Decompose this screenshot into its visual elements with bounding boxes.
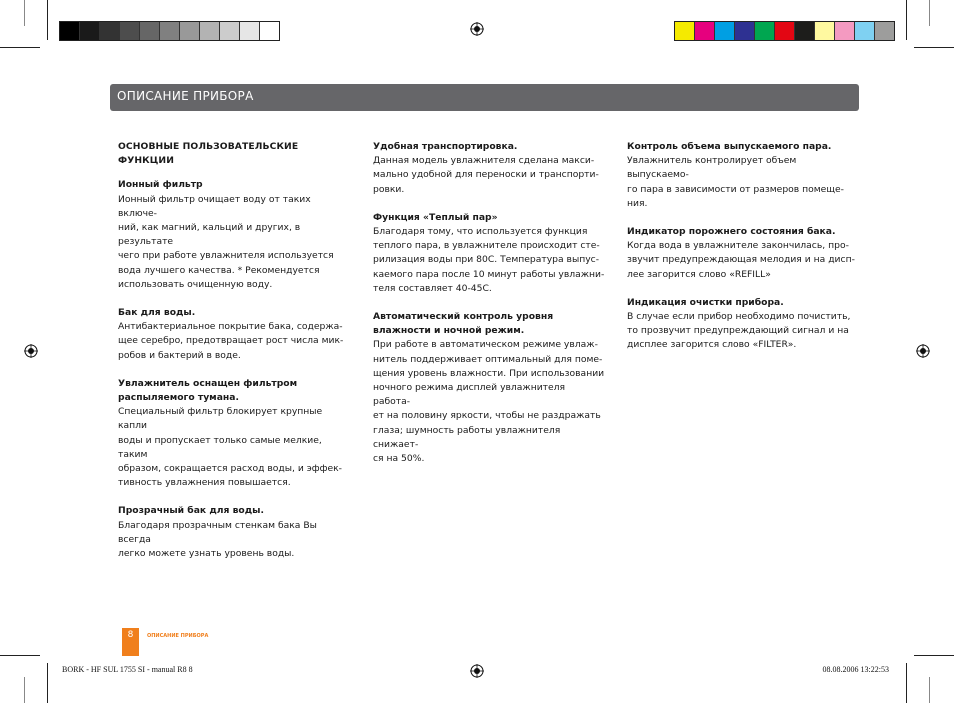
feature-section — [118, 306, 350, 363]
registration-target-icon — [470, 664, 484, 678]
crop-mark — [47, 663, 48, 703]
feature-text-line: дисплее загорится слово «FILTER». — [627, 339, 797, 351]
gray-swatch — [140, 22, 160, 40]
feature-text-line: При работе в автоматическом режиме увлаж- — [373, 339, 598, 351]
feature-text-line: щее серебро, предотвращает рост числа мик- — [118, 335, 344, 347]
feature-text-line: теля составляет 40-45С. — [373, 282, 492, 294]
section-title: ОПИСАНИЕ ПРИБОРА — [117, 89, 254, 103]
feature-title: Автоматический контроль уровня влажности и ночной режим. — [373, 311, 554, 337]
gray-swatch — [60, 22, 80, 40]
feature-text-line: то прозвучит предупреждающий сигнал и на — [627, 325, 849, 337]
crop-mark — [906, 0, 907, 40]
feature-text-line: использовать очищенную воду. — [118, 278, 273, 290]
crop-mark — [914, 655, 954, 656]
crop-mark — [906, 663, 907, 703]
feature-title: Удобная транспортировка. — [373, 141, 518, 152]
feature-text-line: образом, сокращается расход воды, и эффек- — [118, 463, 342, 475]
gray-swatch — [100, 22, 120, 40]
feature-section — [627, 225, 859, 282]
feature-text-line: лее загорится слово «REFILL» — [627, 268, 771, 280]
text-column-middle — [373, 140, 605, 480]
color-swatch — [755, 22, 775, 40]
gray-swatch — [220, 22, 240, 40]
feature-title: Прозрачный бак для воды. — [118, 505, 264, 517]
color-swatch — [815, 22, 835, 40]
color-swatch — [835, 22, 855, 40]
page-number: 8 — [127, 630, 134, 640]
feature-title: Индикация очистки прибора. — [627, 296, 784, 308]
feature-section — [118, 504, 350, 561]
feature-text-line: ночного режима дисплей увлажнителя работа- — [373, 382, 566, 408]
crop-mark — [929, 0, 930, 26]
gray-swatch — [240, 22, 260, 40]
color-swatch — [675, 22, 695, 40]
feature-text-line: ровки. — [373, 183, 405, 195]
feature-text-line: Ионный фильтр очищает воду от таких включе- — [118, 193, 311, 219]
feature-text-line: легко можете узнать уровень воды. — [118, 548, 295, 560]
feature-text-line: Данная модель увлажнителя сделана макси- — [373, 155, 595, 167]
color-swatch — [875, 22, 894, 40]
feature-title: Индикатор порожнего состояния бака. — [627, 226, 836, 238]
color-swatch — [795, 22, 815, 40]
registration-target-icon — [916, 344, 930, 358]
feature-text-line: В случае если прибор необходимо почистить, — [627, 311, 851, 323]
gray-swatch — [80, 22, 100, 40]
color-swatch-bar — [674, 21, 895, 41]
feature-section — [373, 211, 605, 296]
registration-target-icon — [24, 344, 38, 358]
feature-section — [118, 377, 350, 491]
color-swatch — [855, 22, 875, 40]
feature-title: Ионный фильтр — [118, 179, 203, 191]
feature-text-line: Специальный фильтр блокирует крупные капли — [118, 406, 323, 432]
feature-text-line: Благодаря прозрачным стенкам бака Вы всегда — [118, 519, 317, 545]
gray-swatch — [260, 22, 279, 40]
feature-title: Контроль объема выпускаемого пара. — [627, 141, 832, 152]
registration-target-icon — [470, 22, 484, 36]
feature-text-line: рилизация воды при 80С. Температура выпус- — [373, 254, 600, 266]
grayscale-swatch-bar — [59, 21, 280, 41]
feature-text-line: нитель поддерживает оптимальный для поме- — [373, 353, 603, 365]
feature-text-line: мально удобной для переноски и транспорти- — [373, 169, 599, 181]
text-column-left — [118, 140, 350, 575]
feature-text-line: ний, как магний, кальций и других, в результате — [118, 222, 301, 248]
feature-title: Бак для воды. — [118, 307, 196, 319]
feature-section — [118, 178, 350, 292]
color-swatch — [735, 22, 755, 40]
crop-mark — [24, 0, 25, 26]
feature-section — [627, 296, 859, 353]
feature-text-line: Антибактериальное покрытие бака, содержа- — [118, 321, 343, 333]
feature-text-line: го пара в зависимости от размеров помеще- — [627, 183, 844, 195]
gray-swatch — [120, 22, 140, 40]
section-header-band — [110, 84, 859, 111]
crop-mark — [24, 677, 25, 703]
page-number-tab — [122, 628, 139, 656]
feature-section — [373, 310, 605, 466]
feature-text-line: ся на 50%. — [373, 453, 425, 465]
feature-text-line: глаза; шумность работы увлажнителя снижает- — [373, 424, 561, 450]
crop-mark — [0, 655, 40, 656]
crop-mark — [929, 677, 930, 703]
feature-text-line: воды и пропускает только самые мелкие, таким — [118, 434, 322, 460]
color-swatch — [715, 22, 735, 40]
crop-mark — [914, 47, 954, 48]
feature-text-line: чего при работе увлажнителя используется — [118, 250, 334, 262]
feature-text-line: Когда вода в увлажнителе закончилась, про- — [627, 240, 849, 252]
feature-title: Функция «Теплый пар» — [373, 211, 498, 223]
column-heading: ОСНОВНЫЕ ПОЛЬЗОВАТЕЛЬСКИЕ ФУНКЦИИ — [118, 141, 299, 167]
feature-title: Увлажнитель оснащен фильтром распыляемого тумана. — [118, 377, 298, 404]
feature-text-line: Благодаря тому, что используется функция — [373, 226, 588, 238]
crop-mark — [0, 47, 40, 48]
feature-text-line: вода лучшего качества. * Рекомендуется — [118, 264, 320, 276]
gray-swatch — [160, 22, 180, 40]
feature-section — [373, 140, 605, 197]
feature-text-line: звучит предупреждающая мелодия и на дисп- — [627, 254, 855, 266]
feature-text-line: щения уровень влажности. При использовании — [373, 367, 605, 379]
crop-mark — [47, 0, 48, 40]
print-slug-file: BORK - HF SUL 1755 SI - manual R8 8 — [62, 665, 193, 674]
gray-swatch — [200, 22, 220, 40]
footer-section-label: ОПИСАНИЕ ПРИБОРА — [147, 633, 209, 639]
feature-section — [627, 140, 859, 211]
feature-text-line: теплого пара, в увлажнителе происходит сте- — [373, 240, 600, 252]
feature-text-line: ния. — [627, 197, 648, 209]
feature-text-line: тивность увлажнения повышается. — [118, 477, 291, 489]
gray-swatch — [180, 22, 200, 40]
feature-text-line: ет на половину яркости, чтобы не раздражать — [373, 410, 601, 422]
feature-text-line: робов и бактерий в воде. — [118, 349, 241, 361]
feature-text-line: Увлажнитель контролирует объем выпускаемо- — [627, 155, 797, 181]
print-slug-timestamp: 08.08.2006 13:22:53 — [822, 665, 889, 674]
text-column-right — [627, 140, 859, 367]
color-swatch — [775, 22, 795, 40]
color-swatch — [695, 22, 715, 40]
feature-text-line: каемого пара после 10 минут работы увлажни- — [373, 268, 605, 280]
